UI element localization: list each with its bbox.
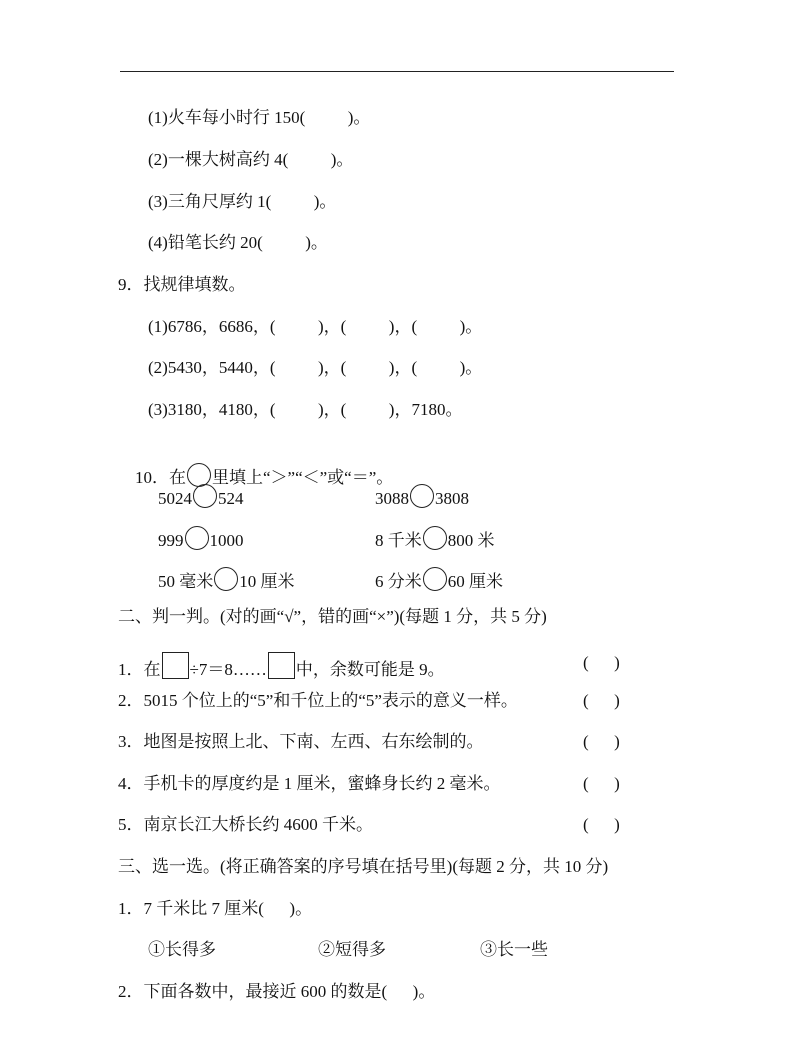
unit-item: (1)火车每小时行 150( )。 [148, 108, 371, 127]
compare-item [158, 526, 244, 548]
compare-right: 3808 [435, 489, 469, 508]
q10-suffix: 里填上“＞”“＜”或“＝”。 [212, 468, 394, 487]
q9-item: (3)3180，4180，( )，( )，7180。 [148, 400, 463, 419]
section3-title: 三、选一选。(将正确答案的序号填在括号里)(每题 2 分，共 10 分) [118, 857, 609, 876]
answer-circle[interactable] [423, 526, 447, 550]
q10-title [118, 441, 394, 487]
compare-right: 60 厘米 [447, 572, 503, 591]
header-rule [120, 71, 674, 72]
judge-item: 4．手机卡的厚度约是 1 厘米，蜜蜂身长约 2 毫米。 [118, 774, 501, 793]
unit-item: (4)铅笔长约 20( )。 [148, 233, 328, 252]
compare-item [375, 484, 469, 506]
compare-left: 6 分米 [375, 572, 422, 591]
answer-paren[interactable]: ( ) [583, 691, 620, 710]
compare-item [158, 567, 295, 589]
judge-item [118, 652, 445, 679]
judge-text: 中，余数可能是 9。 [295, 660, 445, 679]
compare-item [158, 484, 244, 506]
section2-title: 二、判一判。(对的画“√”，错的画“×”)(每题 1 分，共 5 分) [118, 607, 547, 626]
answer-paren[interactable]: ( ) [583, 774, 620, 793]
answer-paren[interactable]: ( ) [583, 653, 620, 672]
compare-item [375, 526, 495, 548]
choice-option: ③长一些 [480, 940, 548, 959]
unit-item: (3)三角尺厚约 1( )。 [148, 192, 337, 211]
q9-item: (1)6786，6686，( )，( )，( )。 [148, 317, 483, 336]
answer-paren[interactable]: ( ) [583, 732, 620, 751]
compare-right: 10 厘米 [239, 572, 295, 591]
judge-text: ÷7＝8…… [189, 660, 267, 679]
answer-box[interactable] [162, 652, 189, 679]
compare-right: 800 米 [447, 531, 495, 550]
compare-left: 50 毫米 [158, 572, 214, 591]
answer-circle[interactable] [214, 567, 238, 591]
judge-item: 3．地图是按照上北、下南、左西、右东绘制的。 [118, 732, 484, 751]
answer-circle[interactable] [193, 484, 217, 508]
compare-left: 999 [158, 531, 184, 550]
answer-box[interactable] [268, 652, 295, 679]
answer-circle[interactable] [185, 526, 209, 550]
compare-right: 524 [218, 489, 244, 508]
choice-question: 1．7 千米比 7 厘米( )。 [118, 899, 313, 918]
answer-circle[interactable] [410, 484, 434, 508]
unit-item: (2)一棵大树高约 4( )。 [148, 150, 354, 169]
compare-left: 8 千米 [375, 531, 422, 550]
choice-question: 2．下面各数中，最接近 600 的数是( )。 [118, 982, 436, 1001]
q10-prefix: 10．在 [135, 468, 186, 487]
q9-title: 9．找规律填数。 [118, 275, 246, 294]
judge-item: 2．5015 个位上的“5”和千位上的“5”表示的意义一样。 [118, 691, 518, 710]
compare-left: 3088 [375, 489, 409, 508]
q9-item: (2)5430，5440，( )，( )，( )。 [148, 358, 483, 377]
choice-option: ①长得多 [148, 940, 216, 959]
compare-right: 1000 [209, 531, 244, 550]
choice-option: ②短得多 [318, 940, 386, 959]
compare-item [375, 567, 503, 589]
judge-text: 1．在 [118, 660, 161, 679]
answer-paren[interactable]: ( ) [583, 815, 620, 834]
judge-item: 5．南京长江大桥长约 4600 千米。 [118, 815, 373, 834]
compare-left: 5024 [158, 489, 192, 508]
answer-circle[interactable] [423, 567, 447, 591]
